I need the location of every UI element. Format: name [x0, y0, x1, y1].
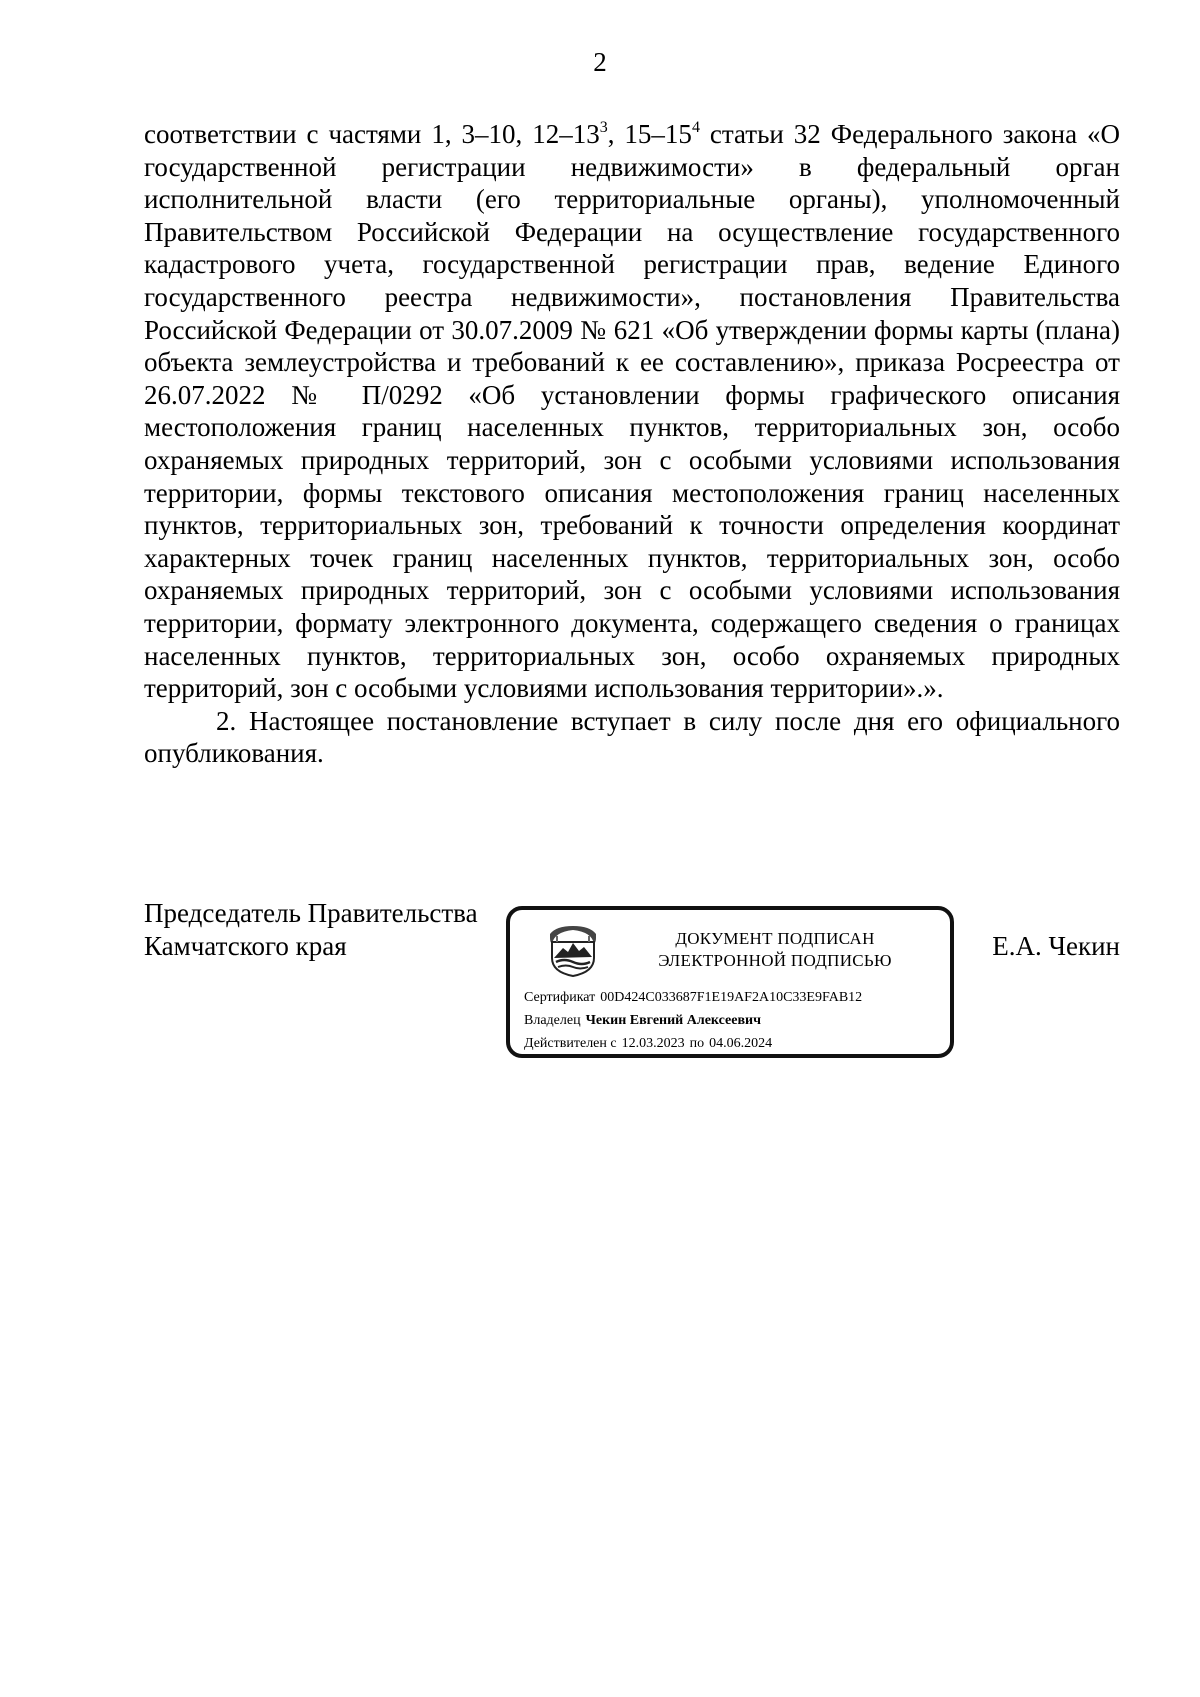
document-body — [144, 118, 1120, 770]
paragraph-text-part: , 15–15 — [607, 119, 692, 149]
stamp-header-line: ДОКУМЕНТ ПОДПИСАН — [675, 929, 875, 948]
electronic-signature-stamp — [506, 906, 954, 1058]
certificate-label: Сертификат — [524, 990, 596, 1005]
owner-label: Владелец — [524, 1013, 581, 1028]
stamp-header-line: ЭЛЕКТРОННОЙ ПОДПИСЬЮ — [658, 951, 892, 970]
signer-title-line: Председатель Правительства — [144, 898, 478, 928]
owner-value: Чекин Евгений Алексеевич — [585, 1013, 761, 1028]
validity-to-label: по — [689, 1036, 705, 1051]
paragraph-text-part: соответствии с частями 1, 3–10, 12–13 — [144, 119, 600, 149]
validity-label: Действителен с — [524, 1036, 617, 1051]
owner-row — [524, 1009, 862, 1032]
stamp-details — [524, 986, 862, 1055]
signer-title-line: Камчатского края — [144, 931, 347, 961]
valid-from: 12.03.2023 — [621, 1036, 685, 1051]
certificate-value: 00D424C033687F1E19AF2A10C33E9FAB12 — [600, 990, 863, 1005]
paragraph-effective-date: 2. Настоящее постановление вступает в силу после дня его официального опубликования. — [144, 705, 1120, 769]
superscript: 3 — [599, 119, 608, 136]
page-number: 2 — [593, 47, 607, 77]
stamp-header — [610, 928, 940, 972]
signer-title — [144, 897, 478, 963]
superscript: 4 — [691, 119, 700, 136]
validity-row — [524, 1032, 862, 1055]
paragraph-text-part: статьи 32 Федерального закона «О государственной регистрации недвижимости» в федеральный орган исполнительной власти (его территориальные органы), уполномоченный Правительством Российской Федерации на осуществление государственного кадастрового учета, государственной регистрации прав, ведение Единого государственного реестра недвижимости», постановления Правительства Российской Федерации от 30.07.2009 № 621 «Об утверждении формы карты (плана) объекта землеустройства и требований к ее составлению», приказа Росреестра от 26.07.2022 № П/0292 «Об установлении формы графического описания местоположения границ населенных пунктов, территориальных зон, особо охраняемых природных территорий, зон с особыми условиями использования территории, формы текстового описания местоположения границ населенных пунктов, территориальных зон, требований к точности определения координат характерных точек границ населенных пунктов, территориальных зон, особо охраняемых природных территорий, зон с особыми условиями использования территории, формату электронного документа, содержащего сведения о границах населенных пунктов, территориальных зон, особо охраняемых природных территорий, зон с особыми условиями использования территории».». — [144, 119, 1121, 704]
certificate-row — [524, 986, 862, 1009]
valid-to: 04.06.2024 — [709, 1036, 773, 1051]
kamchatka-coat-of-arms-icon — [546, 924, 600, 978]
paragraph-continuation — [144, 118, 1120, 705]
signer-name: Е.А. Чекин — [992, 931, 1120, 961]
